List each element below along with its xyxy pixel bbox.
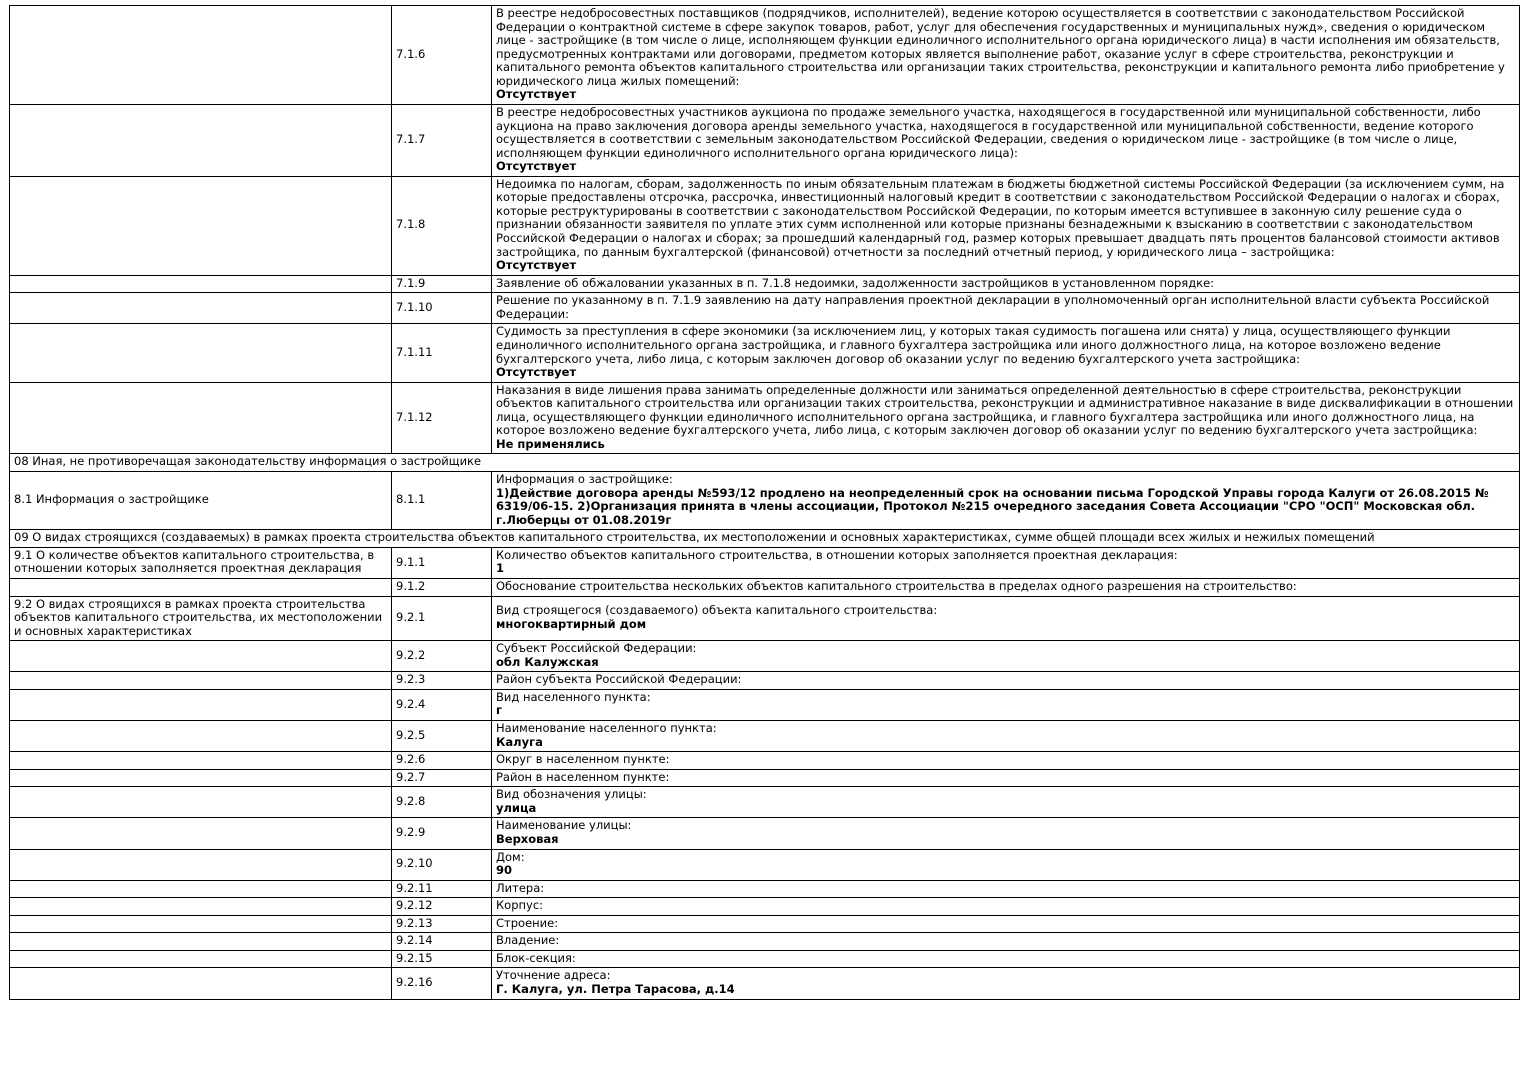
item-label: Судимость за преступления в сфере экономики (за исключением лиц, у которых такая судимость погашена или снята) у лица, осуществляющего функции единоличного исполнительного органа застройщика, и главного бухгалтера застройщика или иного должностного лица, на которое возложено ведение бухгалтерского учета, либо лица, с которым заключен договор об оказании услуг по ведению бухгалтерского учета застройщика: [496, 324, 1451, 366]
item-label: Район субъекта Российской Федерации: [496, 672, 742, 687]
item-number-cell: 7.1.8 [392, 176, 492, 275]
item-row [10, 293, 1520, 324]
item-label: Информация о застройщике: [496, 472, 673, 486]
group-label-cell: 9.1 О количестве объектов капитального строительства, в отношении которых заполняется проектная декларация [10, 547, 392, 578]
item-value: 1)Действие договора аренды №593/12 продлено на неопределенный срок на основании письма Городской Управы города Калуги от 26.08.2015 № 6319/06-15. 2)Организация принята в члены ассоциации, Протокол №215 очередного заседания Совета Ассоциации "СРО "ОСП" Московская обл. г.Люберцы от 01.08.2019г [496, 485, 1489, 527]
item-value: г [496, 703, 503, 718]
item-content-cell [492, 6, 1520, 105]
item-content-cell [492, 787, 1520, 818]
item-content-cell [492, 933, 1520, 951]
item-label: Уточнение адреса: [496, 968, 611, 983]
group-label-cell [10, 769, 392, 787]
item-row [10, 880, 1520, 898]
item-content-cell [492, 293, 1520, 324]
section-title: 08 Иная, не противоречащая законодательству информация о застройщике [10, 454, 1520, 472]
group-label-cell [10, 578, 392, 596]
item-row [10, 596, 1520, 641]
item-label: Наказания в виде лишения права занимать определенные должности или заниматься определенной деятельностью в сфере строительства, реконструкции объектов капитального строительства или организации таких строительства, реконструкции и административное наказание в виде дисквалификации в отношении лица, осуществляющего функции единоличного исполнительного органа застройщика, и главного бухгалтера застройщика или иного должностного лица, на которое возложено ведение бухгалтерского учета, либо лица, с которым заключен договор об оказании услуг по ведению бухгалтерского учета застройщика: [496, 382, 1514, 438]
item-row [10, 933, 1520, 951]
item-number-cell: 9.2.12 [392, 898, 492, 916]
item-number-cell: 9.2.4 [392, 689, 492, 720]
item-label: Вид населенного пункта: [496, 689, 651, 704]
group-label-cell [10, 275, 392, 293]
item-number-cell: 7.1.11 [392, 324, 492, 382]
group-label-cell [10, 787, 392, 818]
item-content-cell [492, 176, 1520, 275]
item-label: Наименование улицы: [496, 818, 632, 833]
item-label: Количество объектов капитального строительства, в отношении которых заполняется проектная декларация: [496, 547, 1178, 562]
declaration-table-body [10, 6, 1520, 1000]
item-content-cell [492, 672, 1520, 690]
item-row [10, 818, 1520, 849]
item-content-cell [492, 880, 1520, 898]
item-value: 90 [496, 863, 513, 878]
item-value: Отсутствует [496, 87, 577, 102]
item-number-cell: 9.2.15 [392, 950, 492, 968]
item-value: 1 [496, 561, 505, 576]
item-row [10, 472, 1520, 530]
item-value: Верховая [496, 831, 559, 846]
item-row [10, 324, 1520, 382]
item-row [10, 275, 1520, 293]
item-number-cell: 9.1.1 [392, 547, 492, 578]
group-label-cell [10, 672, 392, 690]
item-content-cell [492, 382, 1520, 454]
group-label-cell: 8.1 Информация о застройщике [10, 472, 392, 530]
item-number-cell: 9.2.11 [392, 880, 492, 898]
item-number-cell: 7.1.6 [392, 6, 492, 105]
item-content-cell [492, 849, 1520, 880]
group-label-cell [10, 293, 392, 324]
item-label: Решение по указанному в п. 7.1.9 заявлению на дату направления проектной декларации в уполномоченный орган исполнительной власти субъекта Российской Федерации: [496, 293, 1490, 321]
item-number-cell: 9.2.3 [392, 672, 492, 690]
group-label-cell [10, 898, 392, 916]
item-content-cell [492, 275, 1520, 293]
item-number-cell: 9.2.2 [392, 641, 492, 672]
item-label: Округ в населенном пункте: [496, 752, 670, 767]
item-content-cell [492, 950, 1520, 968]
item-content-cell [492, 641, 1520, 672]
item-row [10, 752, 1520, 770]
item-label: Обоснование строительства нескольких объектов капитального строительства в пределах одного разрешения на строительство: [496, 578, 1297, 593]
item-value: обл Калужская [496, 654, 599, 669]
item-content-cell [492, 915, 1520, 933]
item-label: Субъект Российской Федерации: [496, 641, 697, 656]
item-row [10, 950, 1520, 968]
item-content-cell [492, 769, 1520, 787]
item-label: Владение: [496, 933, 560, 948]
item-label: Наименование населенного пункта: [496, 721, 717, 735]
item-row [10, 641, 1520, 672]
item-row [10, 382, 1520, 454]
item-content-cell [492, 472, 1520, 530]
item-value: Отсутствует [496, 159, 577, 174]
item-number-cell: 7.1.7 [392, 104, 492, 176]
group-label-cell [10, 915, 392, 933]
item-number-cell: 9.2.6 [392, 752, 492, 770]
group-label-cell [10, 849, 392, 880]
item-row [10, 968, 1520, 999]
item-row [10, 721, 1520, 752]
item-row [10, 547, 1520, 578]
item-row [10, 6, 1520, 105]
item-value: Отсутствует [496, 365, 577, 380]
group-label-cell [10, 104, 392, 176]
item-content-cell [492, 104, 1520, 176]
group-label-cell [10, 6, 392, 105]
item-content-cell [492, 721, 1520, 752]
group-label-cell [10, 382, 392, 454]
item-row [10, 578, 1520, 596]
item-row [10, 849, 1520, 880]
item-row [10, 672, 1520, 690]
item-value: Калуга [496, 734, 543, 749]
item-number-cell: 9.2.16 [392, 968, 492, 999]
group-label-cell [10, 950, 392, 968]
item-number-cell: 9.2.14 [392, 933, 492, 951]
group-label-cell [10, 880, 392, 898]
item-label: Вид обозначения улицы: [496, 787, 647, 802]
item-label: Недоимка по налогам, сборам, задолженность по иным обязательным платежам в бюджеты бюджетной системы Российской Федерации (за исключением сумм, на которые предоставлены отсрочка, рассрочка, инвестиционный налоговый кредит в соответствии с законодательством Российской Федерации о налогах и сборах, которые реструктурированы в соответствии с законодательством Российской Федерации, по которым имеется вступившее в законную силу решение суда о признании обязанности заявителя по уплате этих сумм исполненной или которые признаны безнадежными к взысканию в соответствии с законодательством Российской Федерации о налогах и сборах; за прошедший календарный год, размер которых превышает двадцать пять процентов балансовой стоимости активов застройщика, по данным бухгалтерской (финансовой) отчетности за последний отчетный период, у юридического лица – застройщика: [496, 176, 1505, 259]
item-number-cell: 9.1.2 [392, 578, 492, 596]
section-title: 09 О видах строящихся (создаваемых) в рамках проекта строительства объектов капитального строительства, их местоположении и основных характеристиках, сумме общей площади всех жилых и нежилых помещений [10, 530, 1520, 548]
group-label-cell [10, 752, 392, 770]
group-label-cell [10, 641, 392, 672]
item-label: Дом: [496, 849, 525, 864]
item-label: Строение: [496, 915, 559, 930]
item-row [10, 104, 1520, 176]
group-label-cell [10, 933, 392, 951]
item-label: Заявление об обжаловании указанных в п. 7.1.8 недоимки, задолженности застройщиков в установленном порядке: [496, 275, 1215, 290]
item-row [10, 689, 1520, 720]
group-label-cell [10, 176, 392, 275]
item-label: В реестре недобросовестных поставщиков (подрядчиков, исполнителей), ведение которою осуществляется в соответствии с законодательством Российской Федерации о контрактной системе в сфере закупок товаров, работ, услуг для обеспечения государственных и муниципальных нужд», сведения о юридическом лице - застройщике (в том числе о лице, исполняющем функции единоличного исполнительного органа юридического лица) в части исполнения им обязательств, предусмотренных контрактами или договорами, предметом которых является выполнение работ, оказание услуг в сфере строительства, реконструкции и капитального ремонта объектов капитального строительства или организации таких строительства, реконструкции и капитального ремонта либо приобретение у юридического лица жилых помещений: [496, 6, 1505, 88]
item-label: Корпус: [496, 898, 544, 913]
item-label: Блок-секция: [496, 950, 576, 965]
section-header-row [10, 454, 1520, 472]
item-row [10, 787, 1520, 818]
group-label-cell [10, 324, 392, 382]
item-value: Не применялись [496, 436, 605, 451]
item-row [10, 176, 1520, 275]
item-number-cell: 9.2.8 [392, 787, 492, 818]
item-content-cell [492, 596, 1520, 641]
item-content-cell [492, 547, 1520, 578]
item-content-cell [492, 752, 1520, 770]
item-content-cell [492, 968, 1520, 999]
item-number-cell: 9.2.5 [392, 721, 492, 752]
item-row [10, 915, 1520, 933]
item-number-cell: 9.2.1 [392, 596, 492, 641]
item-number-cell: 7.1.10 [392, 293, 492, 324]
item-content-cell [492, 818, 1520, 849]
group-label-cell: 9.2 О видах строящихся в рамках проекта строительства объектов капитального строительства, их местоположении и основных характеристиках [10, 596, 392, 641]
group-label-cell [10, 689, 392, 720]
item-label: Литера: [496, 880, 545, 895]
declaration-table [9, 5, 1520, 1000]
item-content-cell [492, 324, 1520, 382]
document-page [9, 5, 1520, 1000]
item-number-cell: 7.1.9 [392, 275, 492, 293]
item-content-cell [492, 898, 1520, 916]
item-label: В реестре недобросовестных участников аукциона по продаже земельного участка, находящегося в государственной или муниципальной собственности, либо аукциона на право заключения договора аренды земельного участка, находящегося в государственной или муниципальной собственности, ведение которого осуществляется в соответствии с земельным законодательством Российской Федерации, сведения о юридическом лице - застройщике (в том числе о лице, исполняющем функции единоличного исполнительного органа юридического лица): [496, 104, 1481, 160]
item-value: многоквартирный дом [496, 616, 647, 631]
item-number-cell: 7.1.12 [392, 382, 492, 454]
item-row [10, 898, 1520, 916]
item-number-cell: 9.2.7 [392, 769, 492, 787]
group-label-cell [10, 721, 392, 752]
group-label-cell [10, 968, 392, 999]
item-value: Г. Калуга, ул. Петра Тарасова, д.14 [496, 982, 735, 996]
section-header-row [10, 530, 1520, 548]
item-content-cell [492, 689, 1520, 720]
item-number-cell: 9.2.13 [392, 915, 492, 933]
item-value: Отсутствует [496, 258, 577, 273]
item-row [10, 769, 1520, 787]
item-number-cell: 8.1.1 [392, 472, 492, 530]
item-number-cell: 9.2.9 [392, 818, 492, 849]
item-number-cell: 9.2.10 [392, 849, 492, 880]
item-label: Район в населенном пункте: [496, 769, 670, 784]
item-label: Вид строящегося (создаваемого) объекта капитального строительства: [496, 603, 938, 618]
item-value: улица [496, 800, 537, 815]
group-label-cell [10, 818, 392, 849]
item-content-cell [492, 578, 1520, 596]
